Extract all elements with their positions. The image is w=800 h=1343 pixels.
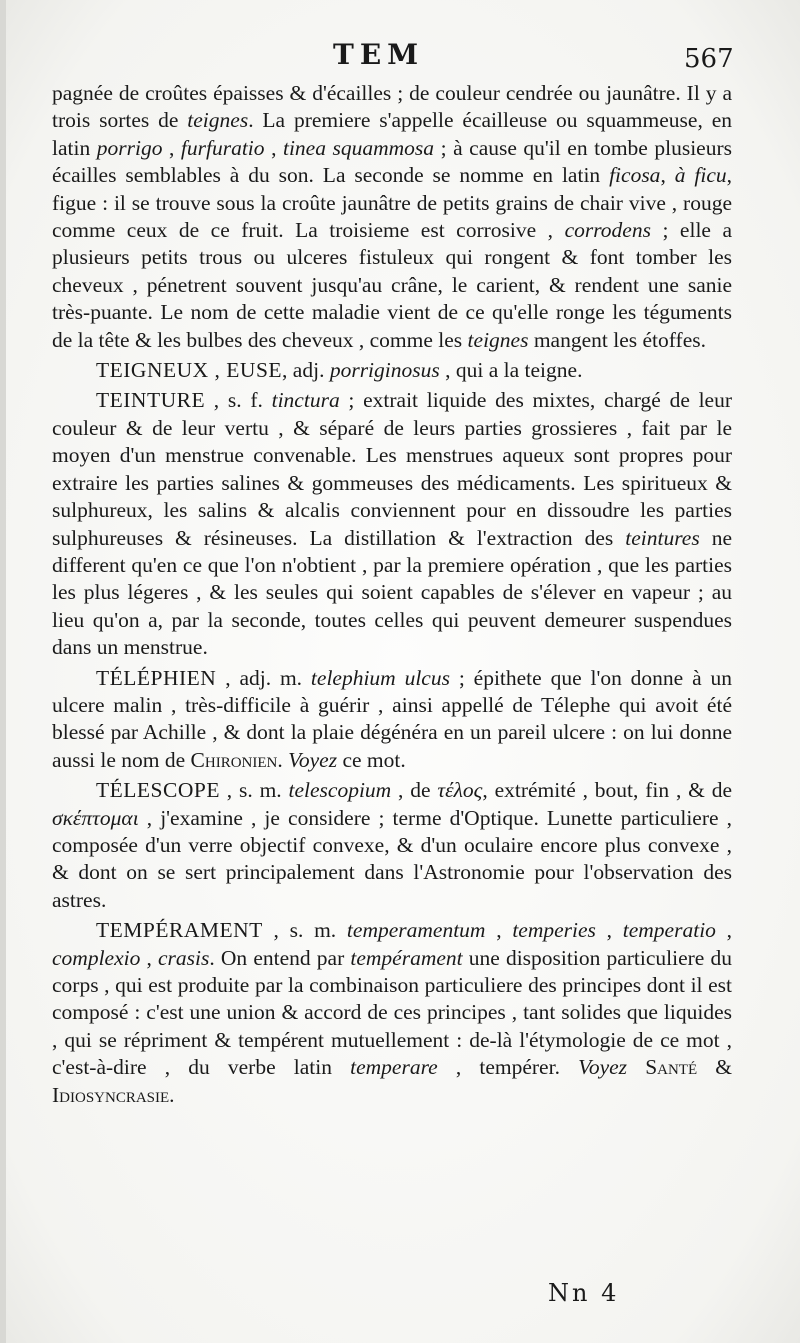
dictionary-entry	[52, 387, 732, 661]
italic-text: Voyez	[578, 1055, 628, 1080]
headword: TÉLESCOPE	[96, 778, 220, 803]
text-run	[627, 1055, 645, 1079]
text-run: une disposition particuliere du corps , qui est produite par la combinaison particuliere des principes dont il est composé : c'est une union & accord de ces principes , tant solides que liquides , qui se répriment & tempérent mutuellement : de-là l'étymologie de ce mot , c'est-à-dire , du verbe latin	[52, 945, 732, 1080]
italic-text: corrodens	[564, 218, 651, 243]
text-run: ce mot.	[337, 747, 406, 772]
italic-text: porriginosus	[329, 358, 440, 383]
text-run: ,	[485, 918, 513, 943]
headword: TEIGNEUX , EUSE	[96, 358, 283, 383]
italic-text: à ficu	[674, 163, 727, 188]
italic-text: teignes	[187, 108, 249, 133]
italic-text: ficosa	[609, 163, 661, 188]
dictionary-body	[52, 80, 732, 1109]
text-run: ne different qu'en ce que l'on n'obtient , par la premiere opération , que les parties les plus légeres , & les seules qui soient capables de s'élever en vapeur ; au lieu qu'on a, par la seconde, toutes celles qui peuvent demeurer suspendues dans un menstrue.	[52, 525, 732, 660]
italic-text: furfuratio	[180, 135, 265, 160]
dictionary-entry	[52, 777, 732, 914]
text-run: , s. m.	[262, 918, 347, 943]
dictionary-entry	[52, 917, 732, 1109]
headword: TEINTURE	[96, 388, 206, 413]
italic-text: telescopium	[288, 778, 392, 803]
text-run: , tempérer.	[437, 1055, 579, 1080]
italic-text: τέλος	[437, 778, 483, 803]
page-gutter-shadow	[0, 0, 6, 1343]
italic-text: complexio	[52, 945, 141, 970]
text-run: ,	[595, 918, 623, 943]
italic-text: tinctura	[271, 388, 340, 413]
text-run: . On entend par	[209, 945, 351, 970]
italic-text: porrigo	[96, 135, 163, 160]
entry-continuation	[52, 80, 732, 354]
text-run: pagnée de croûtes épaisses & d'écailles ; de couleur cendrée ou jaunâtre. Il y a trois sortes de	[52, 81, 732, 133]
text-run: ; elle a plusieurs petits trous ou ulceres fistuleux qui rongent & font tomber les cheveux , pénetrent souvent jusqu'au crâne, le carient, & rendent une sanie très-puante. Le nom de cette maladie vient de ce qu'elle ronge les téguments de la tête & les bulbes des cheveux , comme les	[52, 218, 732, 352]
headword: TÉLÉPHIEN	[96, 665, 217, 690]
italic-text: temperare	[350, 1055, 438, 1080]
italic-text: temperamentum	[346, 918, 486, 943]
text-run: .	[277, 747, 289, 772]
text-run: ,	[162, 135, 181, 160]
italic-text: Voyez	[288, 747, 338, 772]
text-run: ; extrait liquide des mixtes, chargé de leur couleur & de leur vertu , & séparé de leurs parties grossieres , fait par le moyen d'un menstrue convenable. Les menstrues aqueux sont propres pour extraire les parties salines & gommeuses des médicaments. Les spiritueux & sulphureux, les salins & alcalis conviennent pour en dissoudre les parties sulphureuses & résineuses. La distillation & l'extraction des	[52, 388, 732, 550]
running-head: TEM	[333, 38, 425, 71]
text-run: , qui a la teigne.	[439, 358, 583, 383]
signature-mark: Nn 4	[548, 1279, 620, 1307]
italic-text: telephium ulcus	[310, 665, 450, 690]
small-caps-text: Chironien	[190, 747, 278, 772]
page-header	[0, 38, 800, 78]
small-caps-text: Santé & Idiosyncrasie	[52, 1055, 732, 1107]
text-run: ,	[715, 918, 733, 943]
text-run: mangent les étoffes.	[528, 327, 706, 352]
text-run: , de	[391, 778, 438, 803]
italic-text: crasis	[158, 945, 210, 970]
text-run: , adj.	[282, 358, 330, 383]
headword: TEMPÉRAMENT	[96, 918, 263, 943]
text-run: ; à cause qu'il en tombe plusieurs écailles semblables à du son. La seconde se nomme en latin	[52, 135, 733, 188]
text-run: , adj. m.	[216, 665, 311, 690]
dictionary-entry	[52, 357, 732, 384]
italic-text: teignes	[467, 327, 529, 352]
italic-text: teintures	[625, 525, 700, 550]
text-run: . La premiere s'appelle écailleuse ou squammeuse, en latin	[52, 108, 732, 160]
italic-text: temperies	[512, 918, 596, 943]
text-run: ,	[264, 135, 283, 160]
text-run: , s. f.	[205, 388, 272, 413]
page-number: 567	[684, 44, 734, 74]
italic-text: tempérament	[350, 945, 463, 970]
italic-text: temperatio	[622, 918, 716, 943]
text-run: ,	[660, 163, 675, 188]
text-run: , j'examine , je considere ; terme d'Optique. Lunette particuliere , composée d'un verre objectif convexe, & d'un oculaire encore plus convexe , & dont on se sert principalement dans l'Astronomie pour l'observation des astres.	[52, 805, 732, 912]
text-run: , figue : il se trouve sous la croûte jaunâtre de petits grains de chair vive , rouge comme ceux de ce fruit. La troisieme est corrosive ,	[52, 163, 732, 243]
dictionary-entry	[52, 665, 732, 775]
text-run: ; épithete que l'on donne à un ulcere malin , très-difficile à guérir , ainsi appellé de Télephe qui avoit été blessé par Achille , & dont la plaie dégénéra en un pareil ulcere : on lui donne aussi le nom de	[52, 665, 732, 772]
italic-text: tinea squammosa	[282, 135, 435, 160]
text-run: , extrémité , bout, fin , & de	[482, 778, 733, 803]
text-run: , s. m.	[219, 778, 289, 803]
text-run: .	[169, 1082, 175, 1107]
text-run: ,	[140, 945, 159, 970]
italic-text: σκέπτομαι	[52, 805, 139, 830]
